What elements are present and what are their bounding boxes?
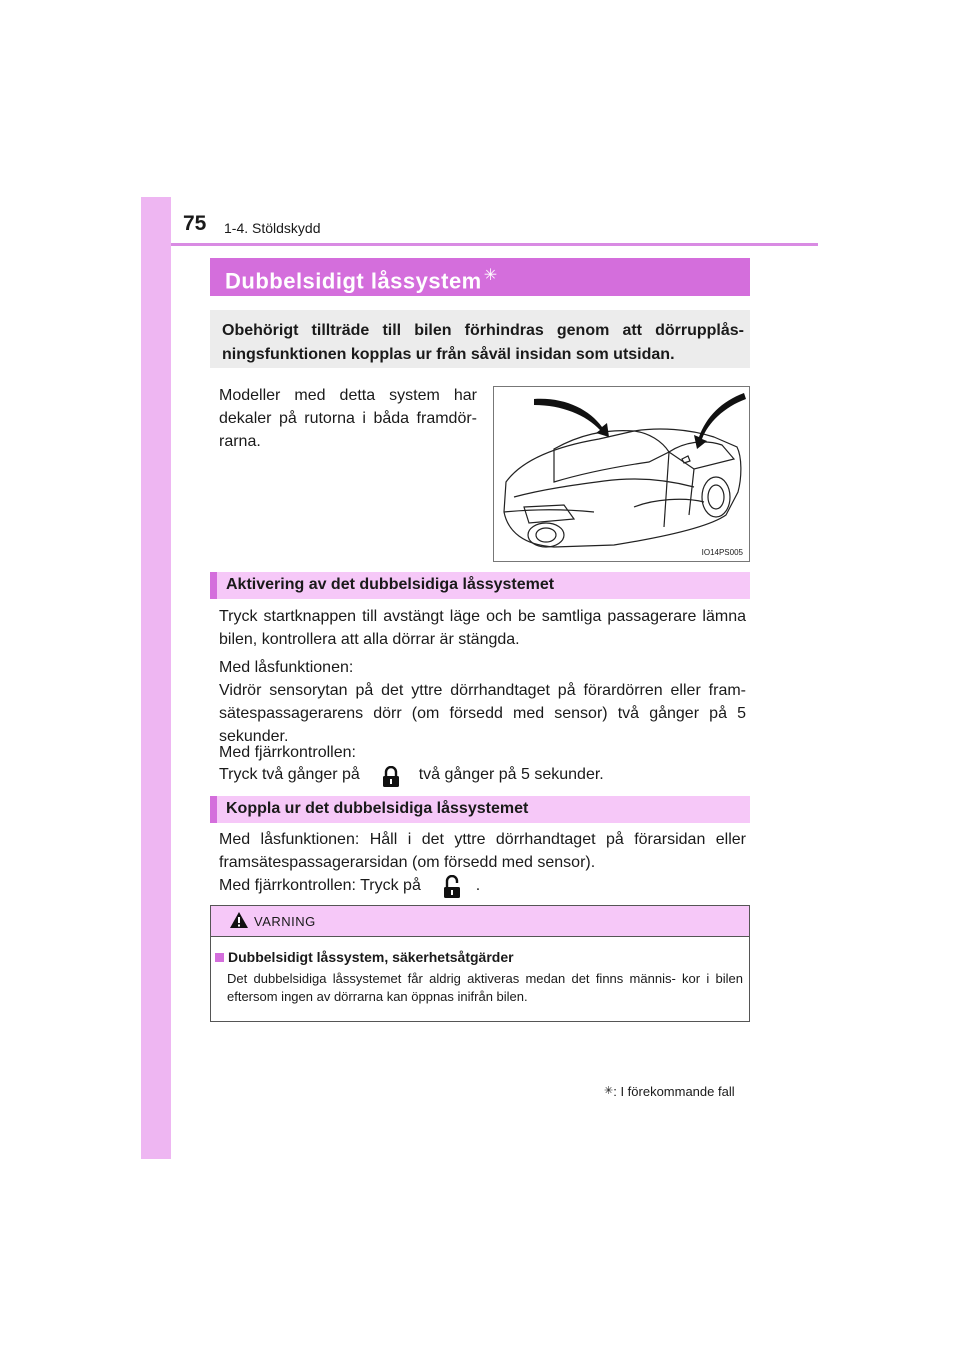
activate-sensor-text: Vidrör sensorytan på det yttre dörrhandtaget på förardörren eller fram- sätespassagerarens dörr (om försedd med sensor) två gånger på 5 sekunder. [219,682,746,745]
deactivate-remote-text2: . [475,877,481,894]
figure-code: IO14PS005 [701,548,743,557]
footnote-text: : I förekommande fall [613,1084,735,1099]
section-title-text: Dubbelsidigt låssystem [225,268,482,294]
activate-heading-bar [210,572,750,599]
deactivate-intro: Med låsfunktionen: Håll i det yttre dörrhandtaget på förarsidan eller framsätespassagerarsidan (om försedd med sensor). [219,831,746,871]
deactivate-remote-line [219,874,746,906]
chapter-title: 1-4. Stöldskydd [224,220,321,236]
car-drawing [494,387,749,561]
heading-accent [210,796,217,823]
heading-accent [210,572,217,599]
warning-box [210,905,750,1022]
activate-heading: Aktivering av det dubbelsidiga låssystemet [226,576,555,593]
warning-body: Det dubbelsidiga låssystemet får aldrig aktiveras medan det finns männis- kor i bilen eftersom ingen av dörrarna kan öppnas inifrån bilen. [227,971,743,1004]
summary-box [210,310,750,368]
asterisk-mark: ✳ [604,1085,614,1097]
unlock-icon [443,875,461,906]
bullet-square-icon [215,953,224,962]
page-number: 75 [183,212,207,235]
lock-icon [382,766,400,795]
deactivate-remote-text: Med fjärrkontrollen: Tryck på [219,877,421,894]
intro-line: rarna. [219,433,261,450]
deactivate-heading: Koppla ur det dubbelsidiga låssystemet [226,800,529,817]
deactivate-heading-bar [210,796,750,823]
activate-intro: Tryck startknappen till avstängt läge och be samtliga passagerare lämna bilen, kontrollera att alla dörrar är stängda. [219,608,746,648]
activate-remote-line [219,763,746,795]
intro-line: dekaler på rutorna i båda framdör- [219,410,477,427]
activate-line: Med låsfunktionen: [219,659,354,676]
car-illustration [493,386,750,562]
header-rule [171,243,818,246]
section-title [225,265,498,294]
warning-header [211,906,749,937]
intro-line: Modeller med detta system har [219,387,477,404]
section-title-bar [210,258,750,296]
activate-line: Med fjärrkontrollen: [219,744,356,761]
footnote [604,1084,735,1099]
sidebar-tab [141,197,171,1159]
warning-title-text: Dubbelsidigt låssystem, säkerhetsåtgärder [228,949,514,965]
warning-triangle-icon [229,911,249,929]
intro-paragraph [219,384,477,453]
warning-title [215,949,514,965]
activate-remote-text: Tryck två gånger på [219,766,360,783]
summary-text: Obehörigt tillträde till bilen förhindras genom att dörrupplås- ningsfunktionen kopplas ur från såväl insidan som utsidan. [222,322,744,363]
activate-remote-text2: två gånger på 5 sekunder. [418,766,604,783]
warning-label: VARNING [254,914,316,929]
asterisk-mark: ✳ [483,267,498,284]
